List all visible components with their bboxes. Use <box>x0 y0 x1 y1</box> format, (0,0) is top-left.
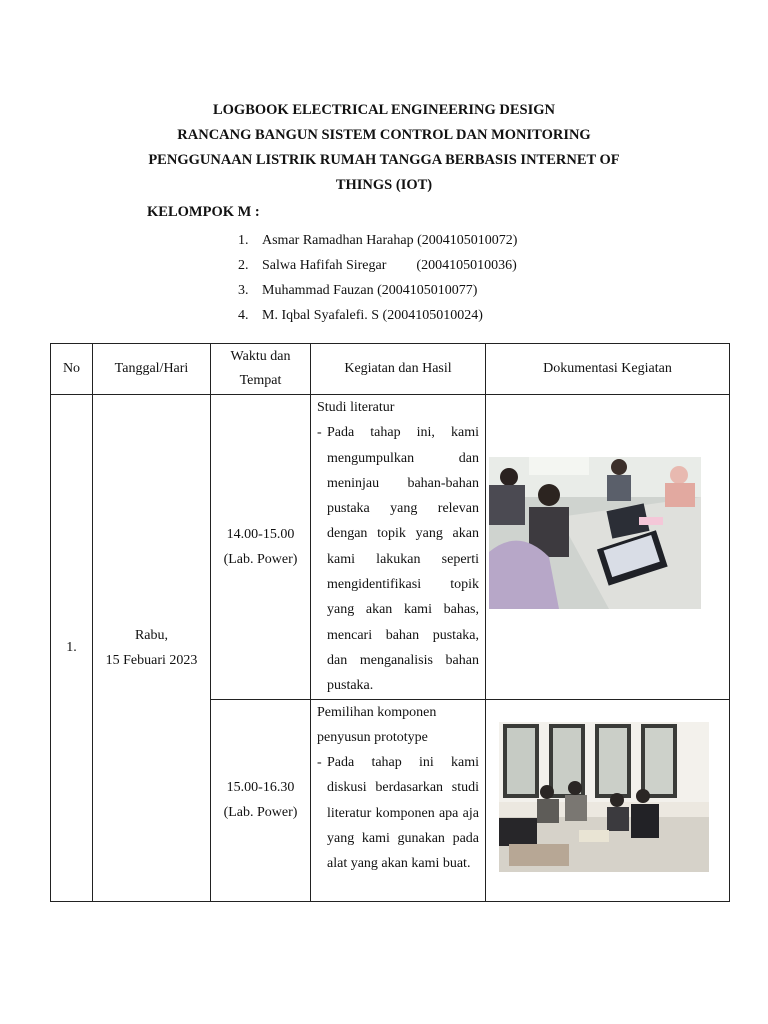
document-title-line-4: THINGS (IOT) <box>335 177 433 193</box>
entry-documentation <box>486 395 730 700</box>
table-row <box>51 395 730 700</box>
row-number: 1. <box>51 395 93 902</box>
member-item: 3. Muhammad Fauzan (2004105010077) <box>238 283 478 298</box>
document-title-line-1: LOGBOOK ELECTRICAL ENGINEERING DESIGN <box>212 102 556 118</box>
member-item: 4. M. Iqbal Syafalefi. S (2004105010024) <box>238 308 483 323</box>
document-title-line-2: RANCANG BANGUN SISTEM CONTROL DAN MONITORING <box>177 127 591 143</box>
entry-documentation <box>486 699 730 901</box>
column-header-no: No <box>51 344 93 395</box>
group-label: KELOMPOK M : <box>147 204 260 220</box>
column-header-activity: Kegiatan dan Hasil <box>311 344 486 395</box>
table-header-row <box>51 344 730 395</box>
logbook-table <box>50 343 730 902</box>
activity-photo-discussion <box>499 722 709 872</box>
entry-activity: Pemilihan komponen penyusun prototype - Pada tahap ini kami diskusi berdasarkan studi literatur komponen apa aja yang kami gunakan pada alat yang akan kami buat. <box>311 699 486 901</box>
column-header-documentation: Dokumentasi Kegiatan <box>486 344 730 395</box>
entry-time-place: 15.00-16.30 (Lab. Power) <box>211 699 311 901</box>
member-list <box>238 230 517 330</box>
entry-activity: Studi literatur - Pada tahap ini, kami mengumpulkan dan meninjau bahan-bahan pustaka yang relevan dengan topik yang akan kami lakukan seperti mengidentifikasi topik yang akan kami bahas, mencari bahan pustaka, dan menganalisis bahan pustaka. <box>311 395 486 700</box>
member-item: 2. Salwa Hafifah Siregar (2004105010036) <box>238 258 517 273</box>
document-title-line-3: PENGGUNAAN LISTRIK RUMAH TANGGA BERBASIS INTERNET OF <box>148 152 620 168</box>
column-header-time: Waktu dan Tempat <box>211 344 311 395</box>
entry-time-place: 14.00-15.00 (Lab. Power) <box>211 395 311 700</box>
activity-photo-study <box>489 457 701 609</box>
column-header-date: Tanggal/Hari <box>93 344 211 395</box>
row-date: Rabu, 15 Febuari 2023 <box>93 395 211 902</box>
member-item: 1. Asmar Ramadhan Harahap (2004105010072) <box>238 233 518 248</box>
